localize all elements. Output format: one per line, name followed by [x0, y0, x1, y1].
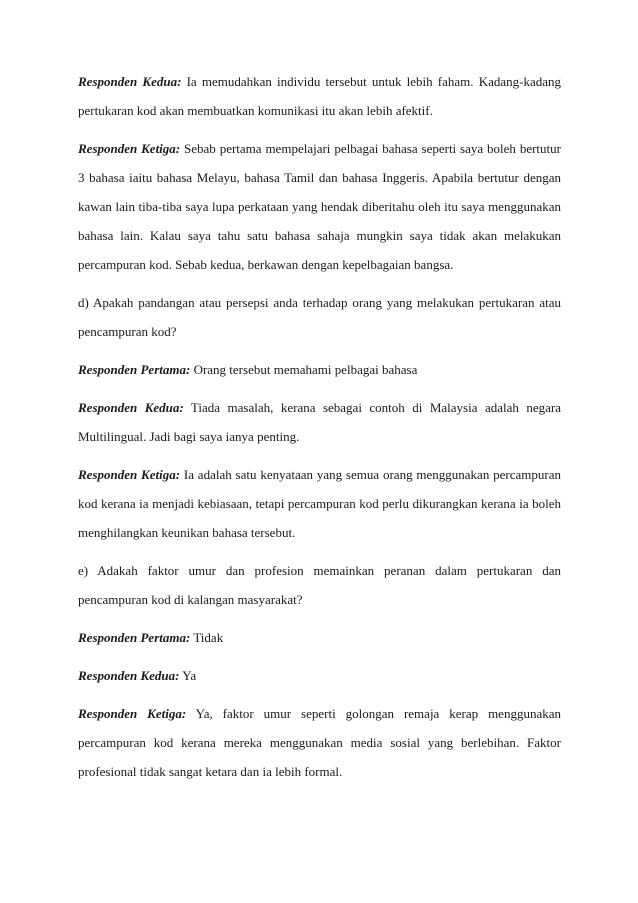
response-text: Ia memudahkan individu tersebut untuk lebih faham. Kadang-kadang pertukaran kod akan membuatkan komunikasi itu akan lebih afektif. — [78, 74, 561, 118]
response-text: Ya, faktor umur seperti golongan remaja kerap menggunakan percampuran kod kerana mereka menggunakan media sosial yang berlebihan. Faktor profesional tidak sangat ketara dan ia lebih formal. — [78, 706, 561, 779]
response-text: Orang tersebut memahami pelbagai bahasa — [190, 362, 418, 377]
response-text: Ya — [179, 668, 197, 683]
response-pertama-e — [78, 623, 561, 652]
speaker-label: Responden Ketiga: — [78, 141, 181, 156]
document-page — [78, 67, 561, 795]
response-pertama-d — [78, 355, 561, 384]
speaker-label: Responden Ketiga: — [78, 706, 187, 721]
speaker-label: Responden Pertama: — [78, 630, 191, 645]
speaker-label: Responden Kedua: — [78, 74, 182, 89]
response-kedua-c — [78, 67, 561, 125]
speaker-label: Responden Ketiga: — [78, 467, 181, 482]
speaker-label: Responden Pertama: — [78, 362, 191, 377]
response-text: Sebab pertama mempelajari pelbagai bahasa seperti saya boleh bertutur 3 bahasa iaitu bahasa Melayu, bahasa Tamil dan bahasa Inggeris. Apabila bertutur dengan kawan lain tiba-tiba saya lupa perkataan yang hendak diberitahu oleh itu saya menggunakan bahasa lain. Kalau saya tahu satu bahasa sahaja mungkin saya tidak akan melakukan percampuran kod. Sebab kedua, berkawan dengan kepelbagaian bangsa. — [78, 141, 561, 272]
response-text: Tiada masalah, kerana sebagai contoh di Malaysia adalah negara Multilingual. Jadi bagi saya ianya penting. — [78, 400, 561, 444]
response-kedua-e — [78, 661, 561, 690]
response-kedua-d — [78, 393, 561, 451]
question-text: d) Apakah pandangan atau persepsi anda terhadap orang yang melakukan pertukaran atau pencampuran kod? — [78, 295, 561, 339]
speaker-label: Responden Kedua: — [78, 668, 180, 683]
response-ketiga-d — [78, 460, 561, 547]
question-e — [78, 556, 561, 614]
speaker-label: Responden Kedua: — [78, 400, 184, 415]
response-ketiga-e — [78, 699, 561, 786]
response-text: Ia adalah satu kenyataan yang semua orang menggunakan percampuran kod kerana ia menjadi kebiasaan, tetapi percampuran kod perlu dikurangkan kerana ia boleh menghilangkan keunikan bahasa tersebut. — [78, 467, 561, 540]
response-text: Tidak — [190, 630, 224, 645]
question-d — [78, 288, 561, 346]
question-text: e) Adakah faktor umur dan profesion memainkan peranan dalam pertukaran dan pencampuran kod di kalangan masyarakat? — [78, 563, 561, 607]
response-ketiga-c — [78, 134, 561, 279]
